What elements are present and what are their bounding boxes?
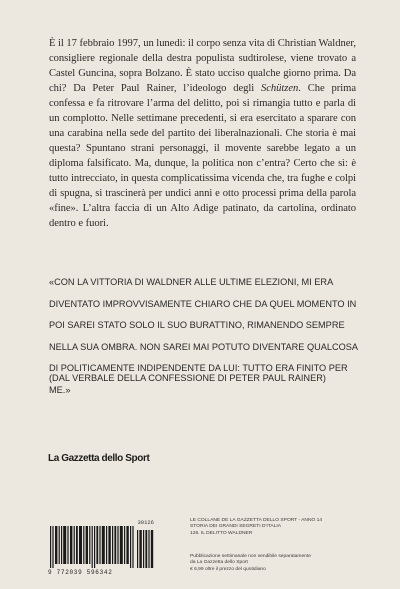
synopsis-part-1: È il 17 febbraio 1997, un lunedì: il corpo senza vita di Christian Waldner, consigliere regionale della destra populista sudtirolese, viene trovato a Castel Guncina, sopra Bolzano. È stato ucciso qualche giorno prima. Da chi? Da Peter Paul Rainer, l’ideologo degli <box>49 38 356 94</box>
synopsis-text <box>49 36 356 231</box>
legal-info-line-3: € 6,99 oltre il prezzo del quotidiano <box>190 566 266 572</box>
confession-quote: «CON LA VITTORIA DI WALDNER ALLE ULTIME ELEZIONI, MI ERA DIVENTATO IMPROVVISAMENTE CHIARO CHE DA QUEL MOMENTO IN POI SAREI STATO SOLO IL SUO BURATTINO, RIMANENDO SEMPRE NELLA SUA OMBRA. NON SAREI MAI POTUTO DIVENTARE QUALCOSA DI POLITICAMENTE INDIPENDENTE DA LUI: TUTTO ERA FINITO PER ME.» <box>49 277 358 395</box>
legal-info <box>190 554 360 573</box>
series-info-line-1: LE COLLANE DE LA GAZZETTA DELLO SPORT - ANNO 14 <box>190 518 323 523</box>
legal-info-line-1: Pubblicazione settimanale non vendibile separatamente <box>190 554 311 559</box>
barcode-number: 9 772039 596342 <box>48 569 113 576</box>
quote-source: (DAL VERBALE DELLA CONFESSIONE DI PETER PAUL RAINER) <box>49 373 326 383</box>
synopsis-part-2: . Che prima confessa e fa ritrovare l’arma del delitto, poi si rimangia tutto e parla di un complotto. Nelle settimane precedenti, si era esercitato a sparare con una carabina nella sede del partito dei liberalnazionali. Che storia è mai questa? Spuntano strani personaggi, il movente sarebbe legato a un diploma falsificato. Ma, dunque, la politica non c’entra? Certo che sì: è tutto intrecciato, in questa complicatissima vicenda che, tra fughe e colpi di spugna, si trascinerà per undici anni e otto processi prima della parola «fine». L’altra faccia di un Alto Adige patinato, da cartolina, ordinato dentro e fuori. <box>49 83 356 229</box>
synopsis-italic-term: Schützen <box>261 83 299 94</box>
barcode-bars-icon <box>50 526 154 568</box>
series-info-line-2: STORIA DEI GRANDI SEGRETI D'ITALIA <box>190 524 281 530</box>
barcode <box>48 519 158 579</box>
series-info <box>190 518 360 537</box>
publisher-logo: La Gazzetta dello Sport <box>48 453 150 464</box>
barcode-addon-number: 30126 <box>137 519 154 526</box>
series-info-line-3: 126. IL DELITTO WALDNER <box>190 530 253 536</box>
legal-info-line-2: da La Gazzetta dello Sport <box>190 560 248 566</box>
